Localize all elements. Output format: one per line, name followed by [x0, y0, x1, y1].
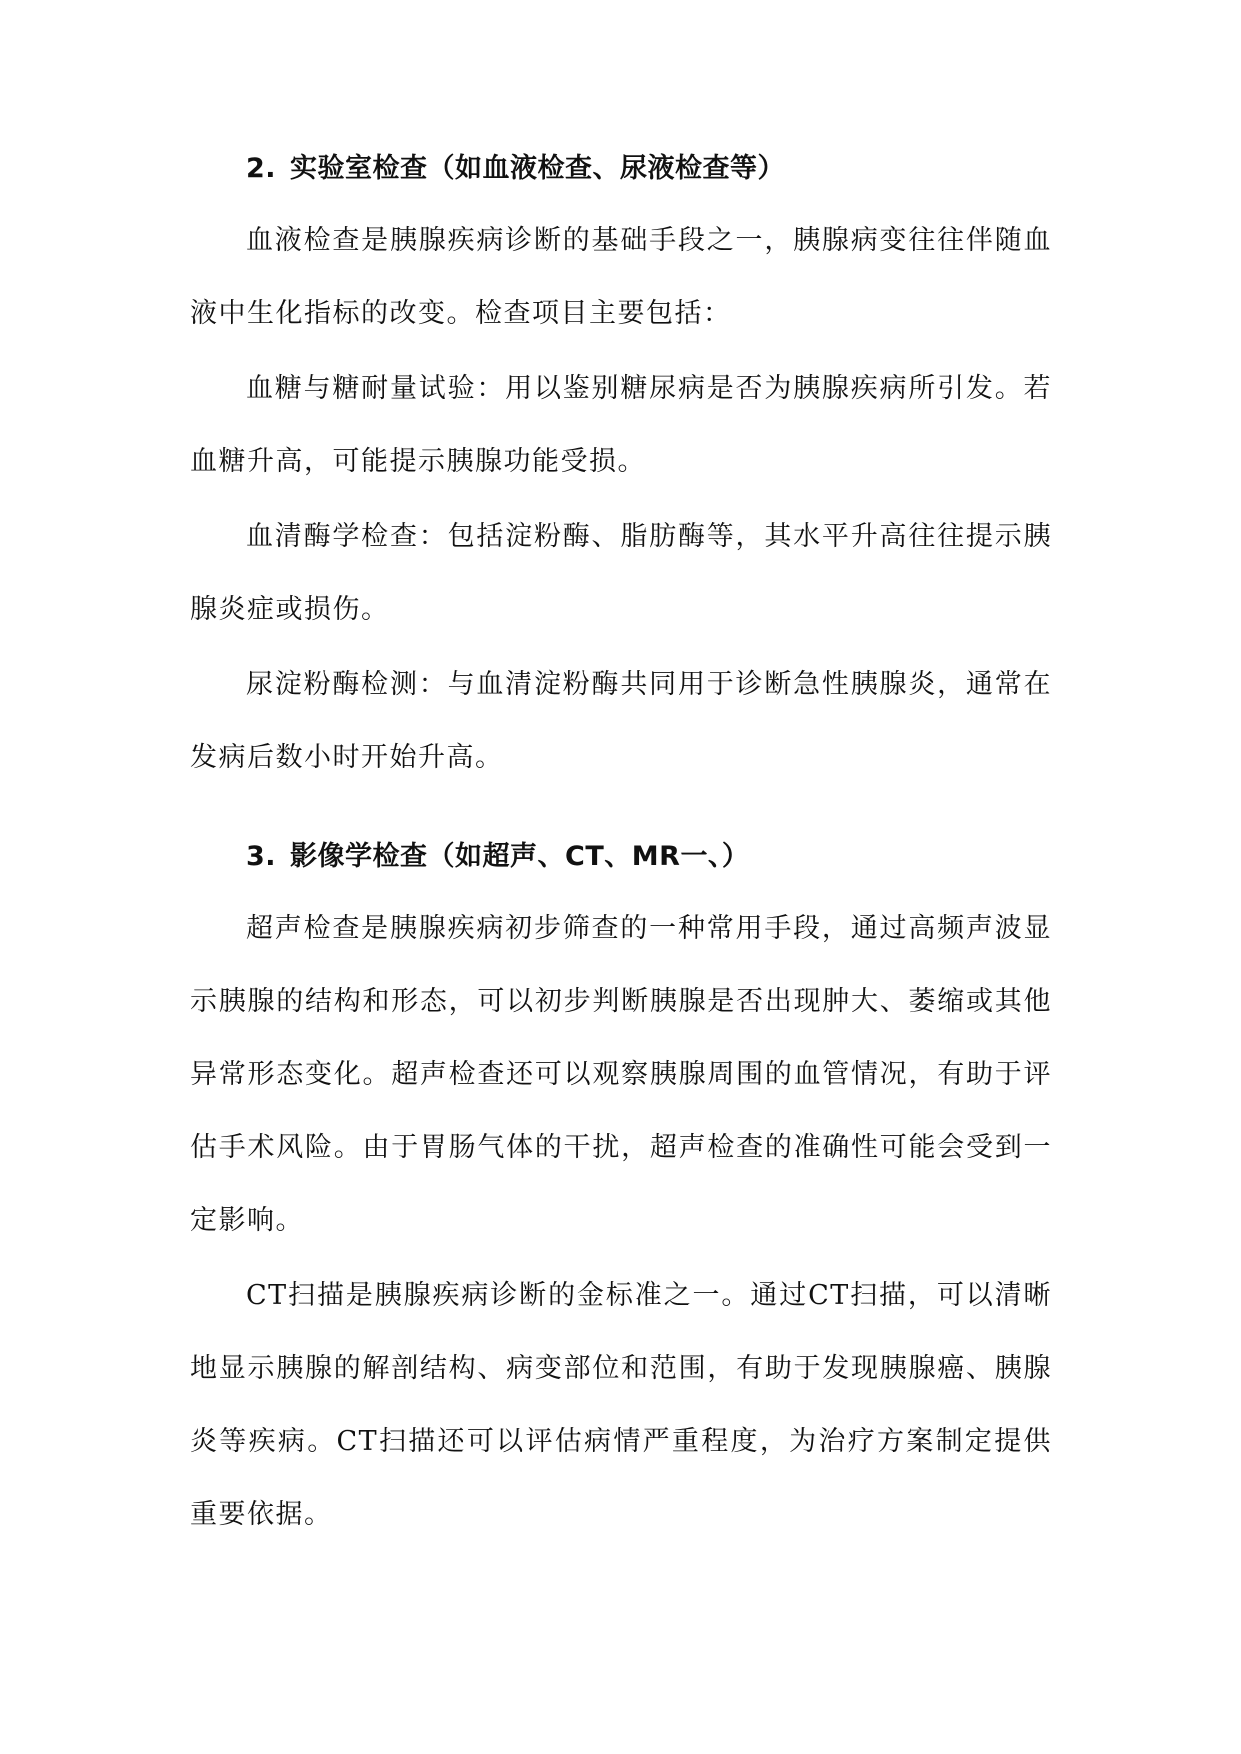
section-title: 影像学检查（如超声、CT、MR一、）: [290, 841, 750, 872]
document-body: [190, 146, 1052, 1553]
section-number: 2.: [246, 153, 277, 184]
paragraph-serum-enzymes: 血清酶学检查：包括淀粉酶、脂肪酶等，其水平升高往往提示胰腺炎症或损伤。: [190, 521, 1052, 625]
section-number: 3.: [246, 841, 277, 872]
section-title: 实验室检查（如血液检查、尿液检查等）: [290, 153, 786, 184]
section-heading-lab-tests: [190, 146, 1052, 192]
paragraph-ultrasound: 超声检查是胰腺疾病初步筛查的一种常用手段，通过高频声波显示胰腺的结构和形态，可以初步判断胰腺是否出现肿大、萎缩或其他异常形态变化。超声检查还可以观察胰腺周围的血管情况，有助于评估手术风险。由于胃肠气体的干扰，超声检查的准确性可能会受到一定影响。: [190, 913, 1052, 1236]
section-heading-imaging: [190, 834, 1052, 880]
paragraph-blood-tests: 血液检查是胰腺疾病诊断的基础手段之一，胰腺病变往往伴随血液中生化指标的改变。检查项目主要包括：: [190, 225, 1052, 329]
paragraph-ct-scan: CT扫描是胰腺疾病诊断的金标准之一。通过CT扫描，可以清晰地显示胰腺的解剖结构、病变部位和范围，有助于发现胰腺癌、胰腺炎等疾病。CT扫描还可以评估病情严重程度，为治疗方案制定提供重要依据。: [190, 1280, 1052, 1530]
paragraph-urine-amylase: 尿淀粉酶检测：与血清淀粉酶共同用于诊断急性胰腺炎，通常在发病后数小时开始升高。: [190, 669, 1052, 773]
paragraph-blood-sugar: 血糖与糖耐量试验：用以鉴别糖尿病是否为胰腺疾病所引发。若血糖升高，可能提示胰腺功能受损。: [190, 373, 1052, 477]
